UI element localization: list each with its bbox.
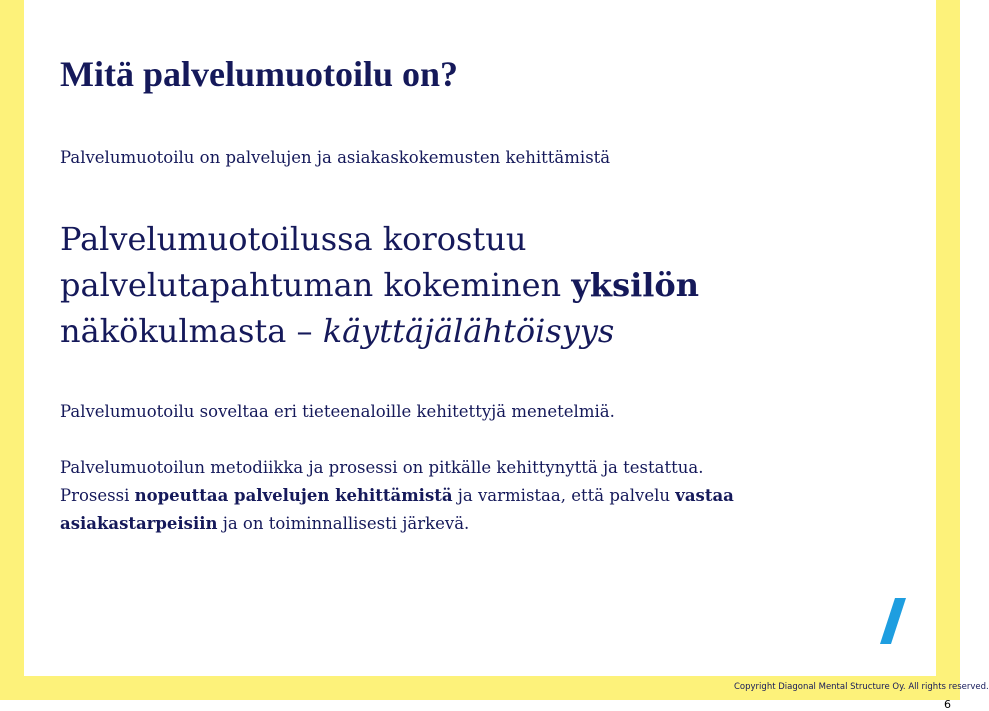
process-emphasis-meets: vastaa — [675, 486, 734, 505]
paragraph-process — [60, 454, 734, 538]
page-number: 6 — [944, 698, 951, 711]
process-text-b: ja varmistaa, että palvelu — [452, 486, 676, 505]
highlight-line-1: Palvelumuotoilussa korostuu — [60, 220, 527, 258]
process-emphasis-speeds-up: nopeuttaa palvelujen kehittämistä — [134, 486, 453, 505]
highlight-emphasis-user-centric: käyttäjälähtöisyys — [322, 312, 615, 350]
process-text-c: ja on toiminnallisesti järkevä. — [217, 514, 470, 533]
copyright-notice: Copyright Diagonal Mental Structure Oy. All rights reserved. — [734, 682, 989, 692]
paragraph-process-line-1: Palvelumuotoilun metodiikka ja prosessi on pitkälle kehittynyttä ja testattua. — [60, 458, 704, 477]
highlight-emphasis-individual: yksilön — [571, 266, 700, 304]
highlight-line-3 — [60, 308, 699, 354]
slide-title: Mitä palvelumuotoilu on? — [60, 54, 459, 94]
slide — [24, 0, 936, 676]
paragraph-process-line-3 — [60, 510, 734, 538]
highlight-line-2 — [60, 262, 699, 308]
paragraph-process-line-2 — [60, 482, 734, 510]
process-text-a: Prosessi — [60, 486, 135, 505]
highlight-line-2-text: palvelutapahtuman kokeminen — [60, 266, 572, 304]
diagonal-slash-logo-icon — [880, 598, 906, 644]
slide-subtitle: Palvelumuotoilu on palvelujen ja asiakaskokemusten kehittämistä — [60, 148, 611, 167]
paragraph-methods: Palvelumuotoilu soveltaa eri tieteenaloille kehitettyjä menetelmiä. — [60, 402, 615, 421]
highlight-statement — [60, 216, 699, 354]
process-emphasis-customer-needs: asiakastarpeisiin — [60, 514, 218, 533]
highlight-line-3-text: näkökulmasta – — [60, 312, 323, 350]
